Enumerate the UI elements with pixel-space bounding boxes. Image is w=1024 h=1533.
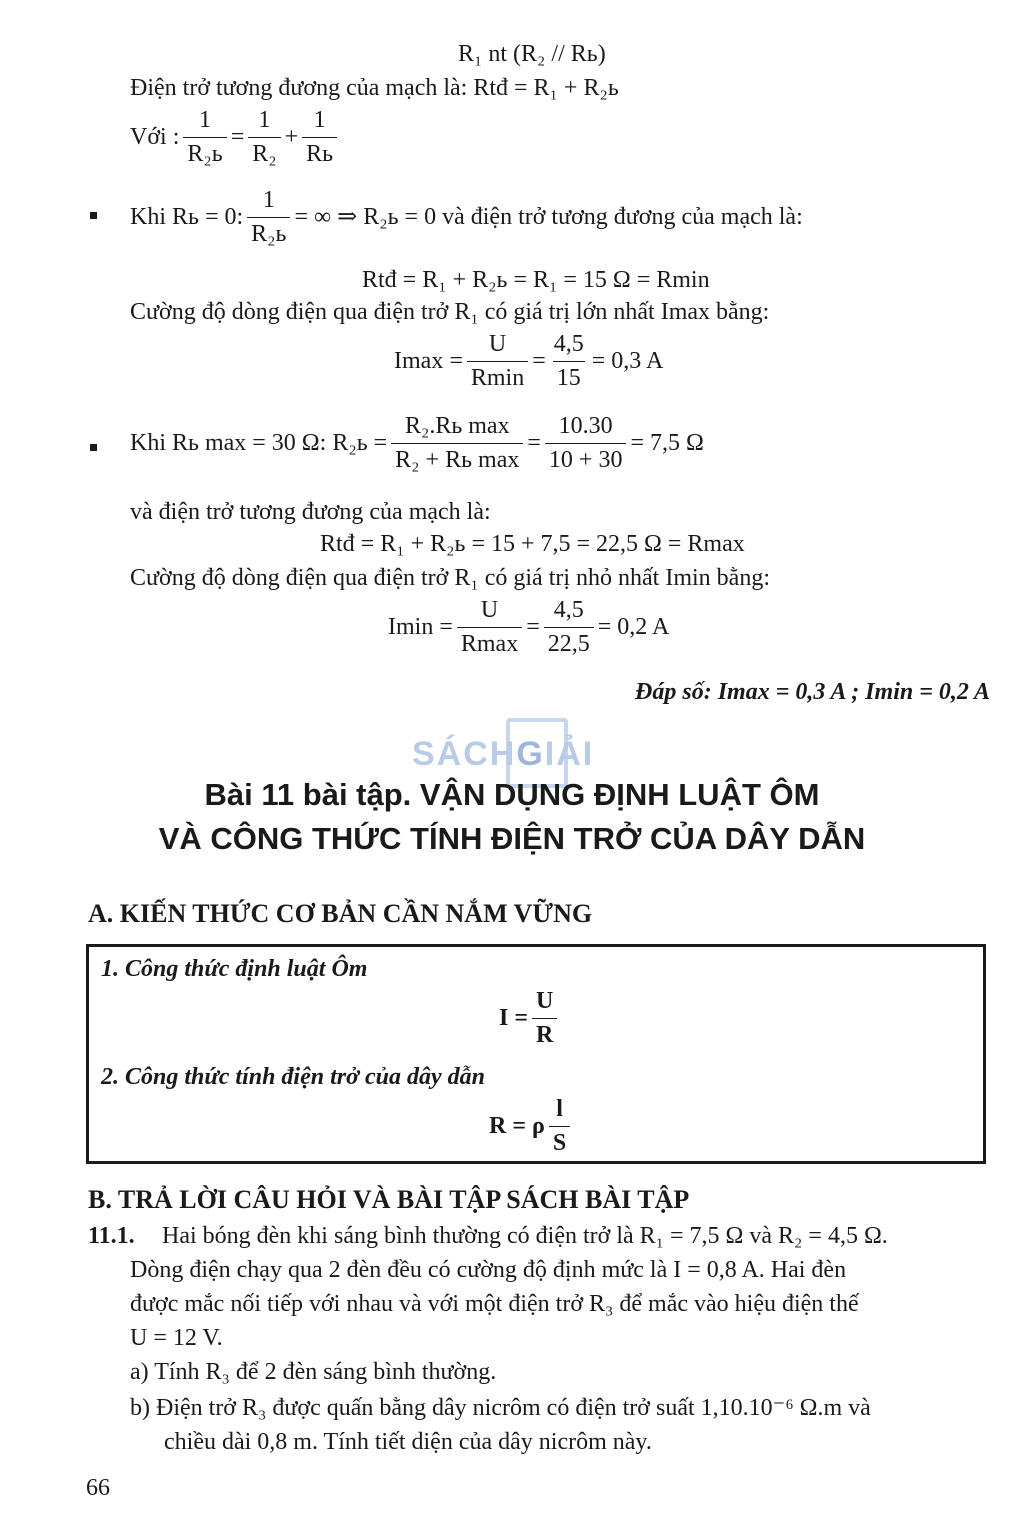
formula-box <box>86 944 986 1164</box>
case2-text: và điện trở tương đương của mạch là: <box>130 499 491 525</box>
question-line-3: được mắc nối tiếp với nhau và với một điện trở R₃ để mắc vào hiệu điện thế <box>130 1291 859 1317</box>
imin-text: Cường độ dòng điện qua điện trở R₁ có giá trị nhỏ nhất Imin bằng: <box>130 565 770 591</box>
case2-lead: Khi Rь max = 30 Ω: R₂ь = <box>130 429 388 456</box>
with-label: Với : <box>130 123 180 150</box>
fraction-r2-rb-product: $\frac{\text{R₂.Rь max}}{\text{R₂ + Rь max}}$ <box>391 412 523 475</box>
imax-text: Cường độ dòng điện qua điện trở R₁ có giá trị lớn nhất Imax bằng: <box>130 299 770 325</box>
bullet-icon <box>90 212 97 219</box>
section-b-heading: B. TRẢ LỜI CÂU HỎI VÀ BÀI TẬP SÁCH BÀI TẬP <box>88 1185 690 1214</box>
case1-equation: Rtđ = R₁ + R₂ь = R₁ = 15 Ω = Rmin <box>362 267 710 293</box>
equivalent-resistance-line: Điện trở tương đương của mạch là: Rtđ = R₁ + R₂ь <box>130 75 619 101</box>
imin-formula: Imin = $\frac{U}{Rmax}$ = $\frac{4,5}{22,5}$ = 0,2 A <box>388 597 670 657</box>
fraction-u-over-rmax: $\frac{U}{Rmax}$ <box>457 596 522 659</box>
fraction-u-over-r: $\frac{U}{R}$ <box>532 987 557 1050</box>
watermark-logo: SÁCHGIẢI <box>412 735 595 773</box>
fraction-4-5-over-15: $\frac{4,5}{15}$ <box>553 331 584 391</box>
question-line-2: Dòng điện chạy qua 2 đèn đều có cường độ định mức là I = 0,8 A. Hai đèn <box>130 1257 847 1283</box>
question-line-1: Hai bóng đèn khi sáng bình thường có điện trở là R₁ = 7,5 Ω và R₂ = 4,5 Ω. <box>162 1223 888 1249</box>
bullet-icon <box>90 444 97 451</box>
case2-equation: Rtđ = R₁ + R₂ь = 15 + 7,5 = 22,5 Ω = Rmax <box>320 531 745 557</box>
formula-item-1-label: 1. Công thức định luật Ôm <box>101 956 368 982</box>
ohm-law-formula: I = $\frac{U}{R}$ <box>499 987 561 1050</box>
question-part-b-line-1: b) Điện trở R₃ được quấn bằng dây nicrôm có điện trở suất 1,10.10⁻⁶ Ω.m và <box>130 1395 871 1421</box>
case1-lead: Khi Rь = 0: <box>130 203 244 230</box>
circuit-line: R₁ nt (R₂ // Rь) <box>458 41 606 67</box>
with-formula: Với : $\frac{1}{\text{R₂ь}}$ = $\frac{1}{\text{R₂}}$ + $\frac{1}{Rь}$ <box>130 106 341 169</box>
fraction-1-over-r2: $\frac{1}{\text{R₂}}$ <box>248 106 280 169</box>
case-rb-max: Khi Rь max = 30 Ω: R₂ь = $\frac{\text{R₂.Rь max}}{\text{R₂ + Rь max}}$ = $\frac{10.30}{10 + 30}$ = 7,5 Ω <box>130 413 704 473</box>
imax-formula: Imax = $\frac{U}{Rmin}$ = $\frac{4,5}{15}$ = 0,3 A <box>394 331 664 391</box>
fraction-1-over-r2b: $\frac{1}{\text{R₂ь}}$ <box>183 106 226 169</box>
fraction-1-over-r2b: $\frac{1}{\text{R₂ь}}$ <box>247 186 290 249</box>
fraction-u-over-rmin: $\frac{U}{Rmin}$ <box>467 330 528 393</box>
question-part-a: a) Tính R₃ để 2 đèn sáng bình thường. <box>130 1359 497 1385</box>
page-number: 66 <box>86 1475 110 1501</box>
lesson-title-line2: VÀ CÔNG THỨC TÍNH ĐIỆN TRỞ CỦA DÂY DẪN <box>158 821 866 856</box>
case1-tail: = ∞ ⇒ R₂ь = 0 và điện trở tương đương của mạch là: <box>294 203 803 230</box>
fraction-1-over-rb: $\frac{1}{Rь}$ <box>302 106 337 169</box>
lesson-title-line1: Bài 11 bài tập. VẬN DỤNG ĐỊNH LUẬT ÔM <box>204 777 820 812</box>
fraction-10-30: $\frac{10.30}{10 + 30}$ <box>545 412 627 475</box>
fraction-l-over-s: $\frac{l}{S}$ <box>549 1095 570 1158</box>
question-part-b-line-2: chiều dài 0,8 m. Tính tiết diện của dây nicrôm này. <box>164 1429 652 1455</box>
resistance-formula: R = ρ $\frac{l}{S}$ <box>489 1095 574 1158</box>
final-answer: Đáp số: Imax = 0,3 A ; Imin = 0,2 A <box>635 679 990 705</box>
formula-item-2-label: 2. Công thức tính điện trở của dây dẫn <box>101 1064 485 1090</box>
case-rb-zero <box>130 186 803 249</box>
question-number: 11.1. <box>88 1223 135 1249</box>
section-a-heading: A. KIẾN THỨC CƠ BẢN CẦN NẮM VỮNG <box>88 899 593 928</box>
fraction-4-5-over-22-5: $\frac{4,5}{22,5}$ <box>544 596 594 659</box>
question-line-4: U = 12 V. <box>130 1325 223 1351</box>
